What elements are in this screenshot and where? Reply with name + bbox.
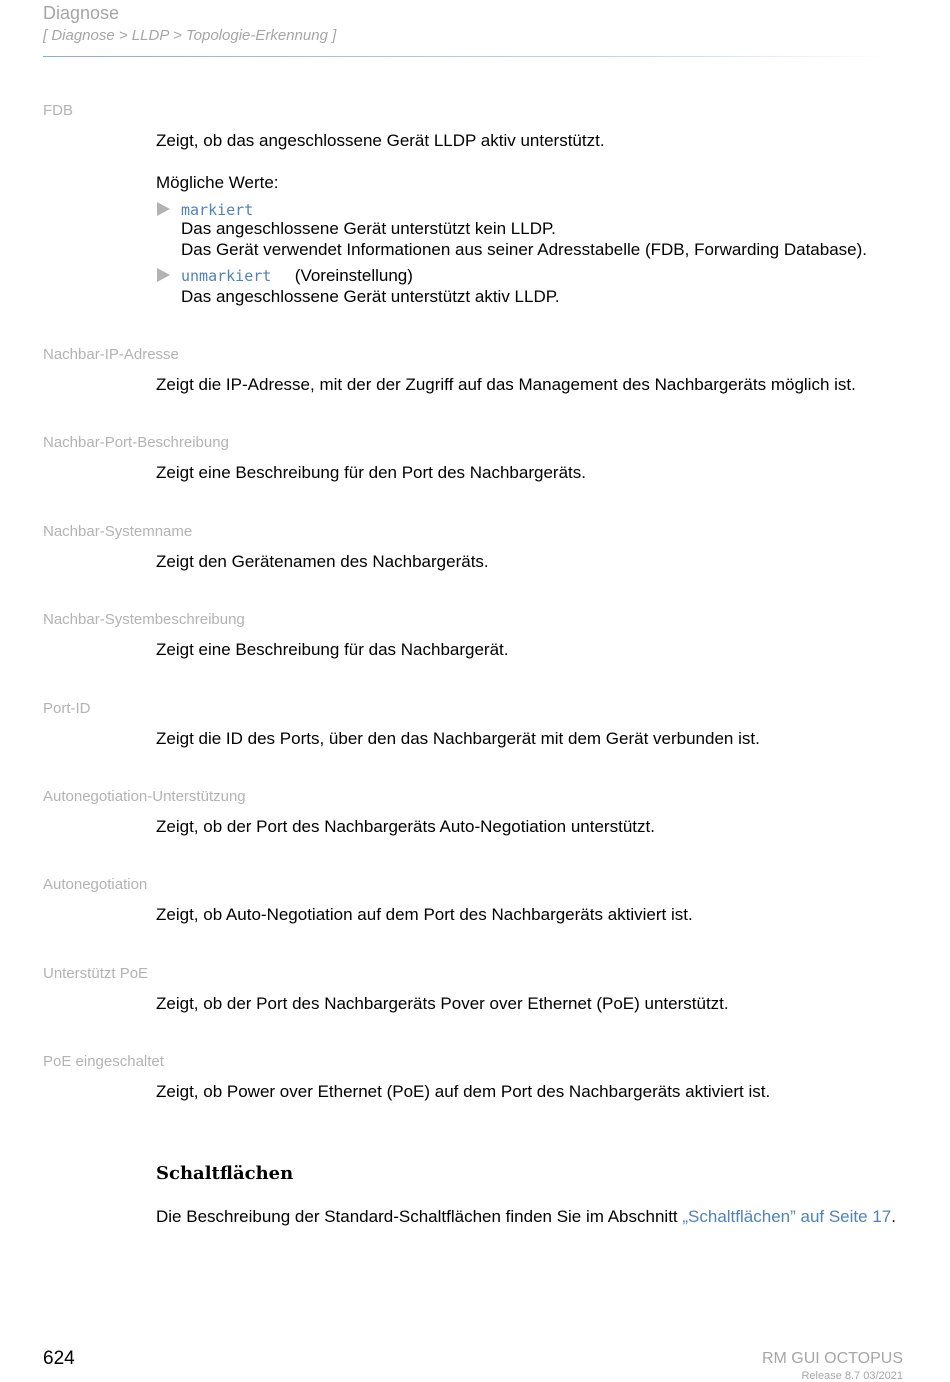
field-label-unterstuetzt-poe: Unterstützt PoE xyxy=(43,965,149,982)
footer-doc-title: RM GUI OCTOPUS xyxy=(761,1350,903,1367)
bullet-arrow-icon xyxy=(157,202,170,216)
header-divider xyxy=(43,56,888,57)
paragraph-text: Die Beschreibung der Standard-Schaltflächen finden Sie im Abschnitt xyxy=(156,1207,683,1226)
field-label-port-id: Port-ID xyxy=(43,700,91,717)
field-label-autonegotiation: Autonegotiation xyxy=(43,876,148,893)
field-description-autonegotiation-unterstuetzung: Zeigt, ob der Port des Nachbargeräts Auto-Negotiation unterstützt. xyxy=(156,817,655,836)
field-description-nachbar-systemname: Zeigt den Gerätenamen des Nachbargeräts. xyxy=(156,552,489,571)
field-label-nachbar-ip-adresse: Nachbar-IP-Adresse xyxy=(43,346,179,363)
field-description-poe-eingeschaltet: Zeigt, ob Power over Ethernet (PoE) auf dem Port des Nachbargeräts aktiviert ist. xyxy=(156,1082,771,1101)
option-text-line: Das Gerät verwendet Informationen aus seiner Adresstabelle (FDB, Forwarding Database). xyxy=(181,240,867,259)
option-code: markiert xyxy=(181,201,254,219)
field-label-poe-eingeschaltet: PoE eingeschaltet xyxy=(43,1053,164,1070)
field-description-unterstuetzt-poe: Zeigt, ob der Port des Nachbargeräts Pover over Ethernet (PoE) unterstützt. xyxy=(156,994,729,1013)
breadcrumb: [ Diagnose > LLDP > Topologie-Erkennung ] xyxy=(43,27,337,44)
option-unmarkiert xyxy=(181,266,413,286)
field-description-nachbar-ip-adresse: Zeigt die IP-Adresse, mit der der Zugriff auf das Management des Nachbargeräts möglich ist. xyxy=(156,375,856,394)
buttons-section-paragraph xyxy=(156,1207,896,1227)
paragraph-text: . xyxy=(891,1207,896,1226)
bullet-arrow-icon xyxy=(157,268,170,282)
field-description-port-id: Zeigt die ID des Ports, über den das Nachbargerät mit dem Gerät verbunden ist. xyxy=(156,729,760,748)
field-label-autonegotiation-unterstuetzung: Autonegotiation-Unterstützung xyxy=(43,788,246,805)
field-label-nachbar-systembeschreibung: Nachbar-Systembeschreibung xyxy=(43,611,245,628)
field-label-fdb: FDB xyxy=(43,102,73,119)
option-markiert xyxy=(181,200,253,220)
schaltflaechen-page-link[interactable]: „Schaltflächen” auf Seite 17 xyxy=(682,1207,892,1226)
option-text-line: Das angeschlossene Gerät unterstützt aktiv LLDP. xyxy=(181,287,560,306)
field-description-fdb: Zeigt, ob das angeschlossene Gerät LLDP aktiv unterstützt. xyxy=(156,131,605,150)
chapter-title: Diagnose xyxy=(43,3,120,23)
field-label-nachbar-port-beschreibung: Nachbar-Port-Beschreibung xyxy=(43,434,229,451)
field-description-nachbar-systembeschreibung: Zeigt eine Beschreibung für das Nachbargerät. xyxy=(156,640,509,659)
field-label-nachbar-systemname: Nachbar-Systemname xyxy=(43,523,193,540)
footer-release: Release 8.7 03/2021 xyxy=(801,1370,903,1382)
field-description-nachbar-port-beschreibung: Zeigt eine Beschreibung für den Port des Nachbargeräts. xyxy=(156,463,586,482)
section-heading-schaltflaechen: Schaltflächen xyxy=(156,1163,294,1184)
option-note: (Voreinstellung) xyxy=(294,266,413,285)
possible-values-heading: Mögliche Werte: xyxy=(156,173,279,192)
option-text-line: Das angeschlossene Gerät unterstützt kein LLDP. xyxy=(181,219,556,238)
option-code: unmarkiert xyxy=(181,267,272,285)
page-number: 624 xyxy=(43,1348,75,1369)
field-description-autonegotiation: Zeigt, ob Auto-Negotiation auf dem Port des Nachbargeräts aktiviert ist. xyxy=(156,905,693,924)
